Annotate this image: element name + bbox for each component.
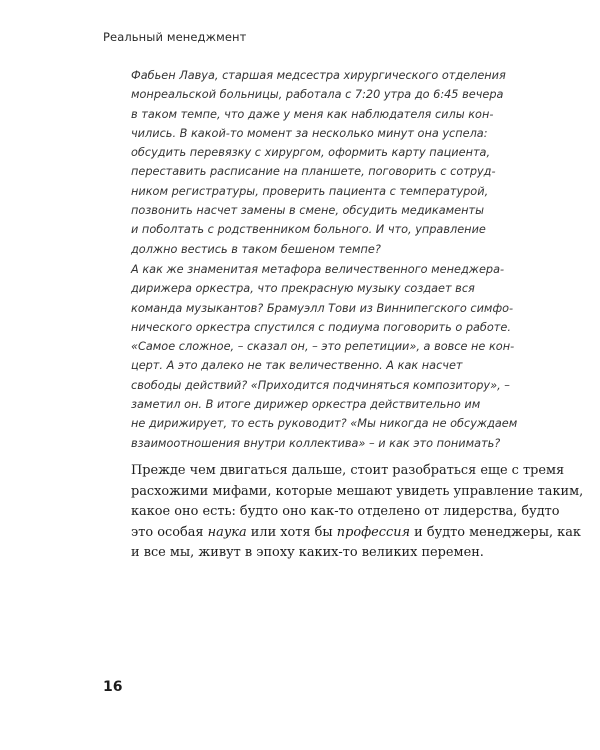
body-line: и все мы, живут в эпоху каких-то великих перемен.	[131, 545, 484, 561]
quote-line: Фабьен Лавуа, старшая медсестра хирургического отделения	[131, 69, 506, 82]
body-line: расхожими мифами, которые мешают увидеть управление таким,	[131, 483, 584, 499]
quote-line: в таком темпе, что даже у меня как наблюдателя силы кон-	[131, 107, 494, 121]
quote-line: чились. В какой-то момент за несколько минут она успела:	[131, 126, 488, 140]
quote-line: обсудить перевязку с хирургом, оформить карту пациента,	[131, 146, 491, 160]
quote-line: позвонить насчет замены в смене, обсудить медикаменты	[131, 204, 484, 218]
quote-line: церт. А это далеко не так величественно. А как насчет	[131, 359, 463, 373]
quote-line: взаимоотношения внутри коллектива» – и как это понимать?	[131, 436, 501, 450]
body-paragraph	[131, 461, 584, 564]
body-line: какое оно есть: будто оно как-то отделено от лидерства, будто	[131, 504, 560, 520]
running-header: Реальный менеджмент	[103, 30, 247, 44]
quote-line: свободы действий? «Приходится подчиняться композитору», –	[131, 378, 510, 392]
quote-line: должно вестись в таком бешеном темпе?	[131, 242, 381, 256]
body-line	[131, 523, 581, 544]
quote-line: заметил он. В итоге дирижер оркестра действительно им	[131, 398, 481, 412]
quote-block	[131, 66, 506, 259]
quote-line: монреальской больницы, работала с 7:20 утра до 6:45 вечера	[131, 88, 504, 102]
quote-line: «Самое сложное, – сказал он, – это репетиции», а вовсе не кон-	[131, 340, 515, 354]
quote-line: дирижера оркестра, что прекрасную музыку создает вся	[131, 282, 475, 296]
body-text-run: или хотя бы	[246, 524, 337, 540]
body-line: Прежде чем двигаться дальше, стоит разобраться еще с тремя	[131, 463, 565, 478]
page-number: 16	[103, 679, 123, 695]
quote-line: А как же знаменитая метафора величественного менеджера-	[131, 263, 505, 276]
body-text-run: и будто менеджеры, как	[410, 524, 581, 540]
body-text-run: это особая	[131, 524, 208, 540]
quote-line: переставить расписание на планшете, поговорить с сотруд-	[131, 165, 496, 179]
emphasis-profession: профессия	[336, 524, 411, 540]
emphasis-science: наука	[207, 524, 247, 540]
quote-block	[131, 260, 518, 453]
quote-line: не дирижирует, то есть руководит? «Мы никогда не обсуждаем	[131, 417, 518, 431]
quote-line: ником регистратуры, проверить пациента с температурой,	[131, 184, 489, 198]
quote-line: и поболтать с родственником больного. И что, управление	[131, 223, 486, 237]
quote-line: нического оркестра спустился с подиума поговорить о работе.	[131, 320, 511, 334]
quote-line: команда музыкантов? Брамуэлл Тови из Виннипегского симфо-	[131, 301, 514, 315]
